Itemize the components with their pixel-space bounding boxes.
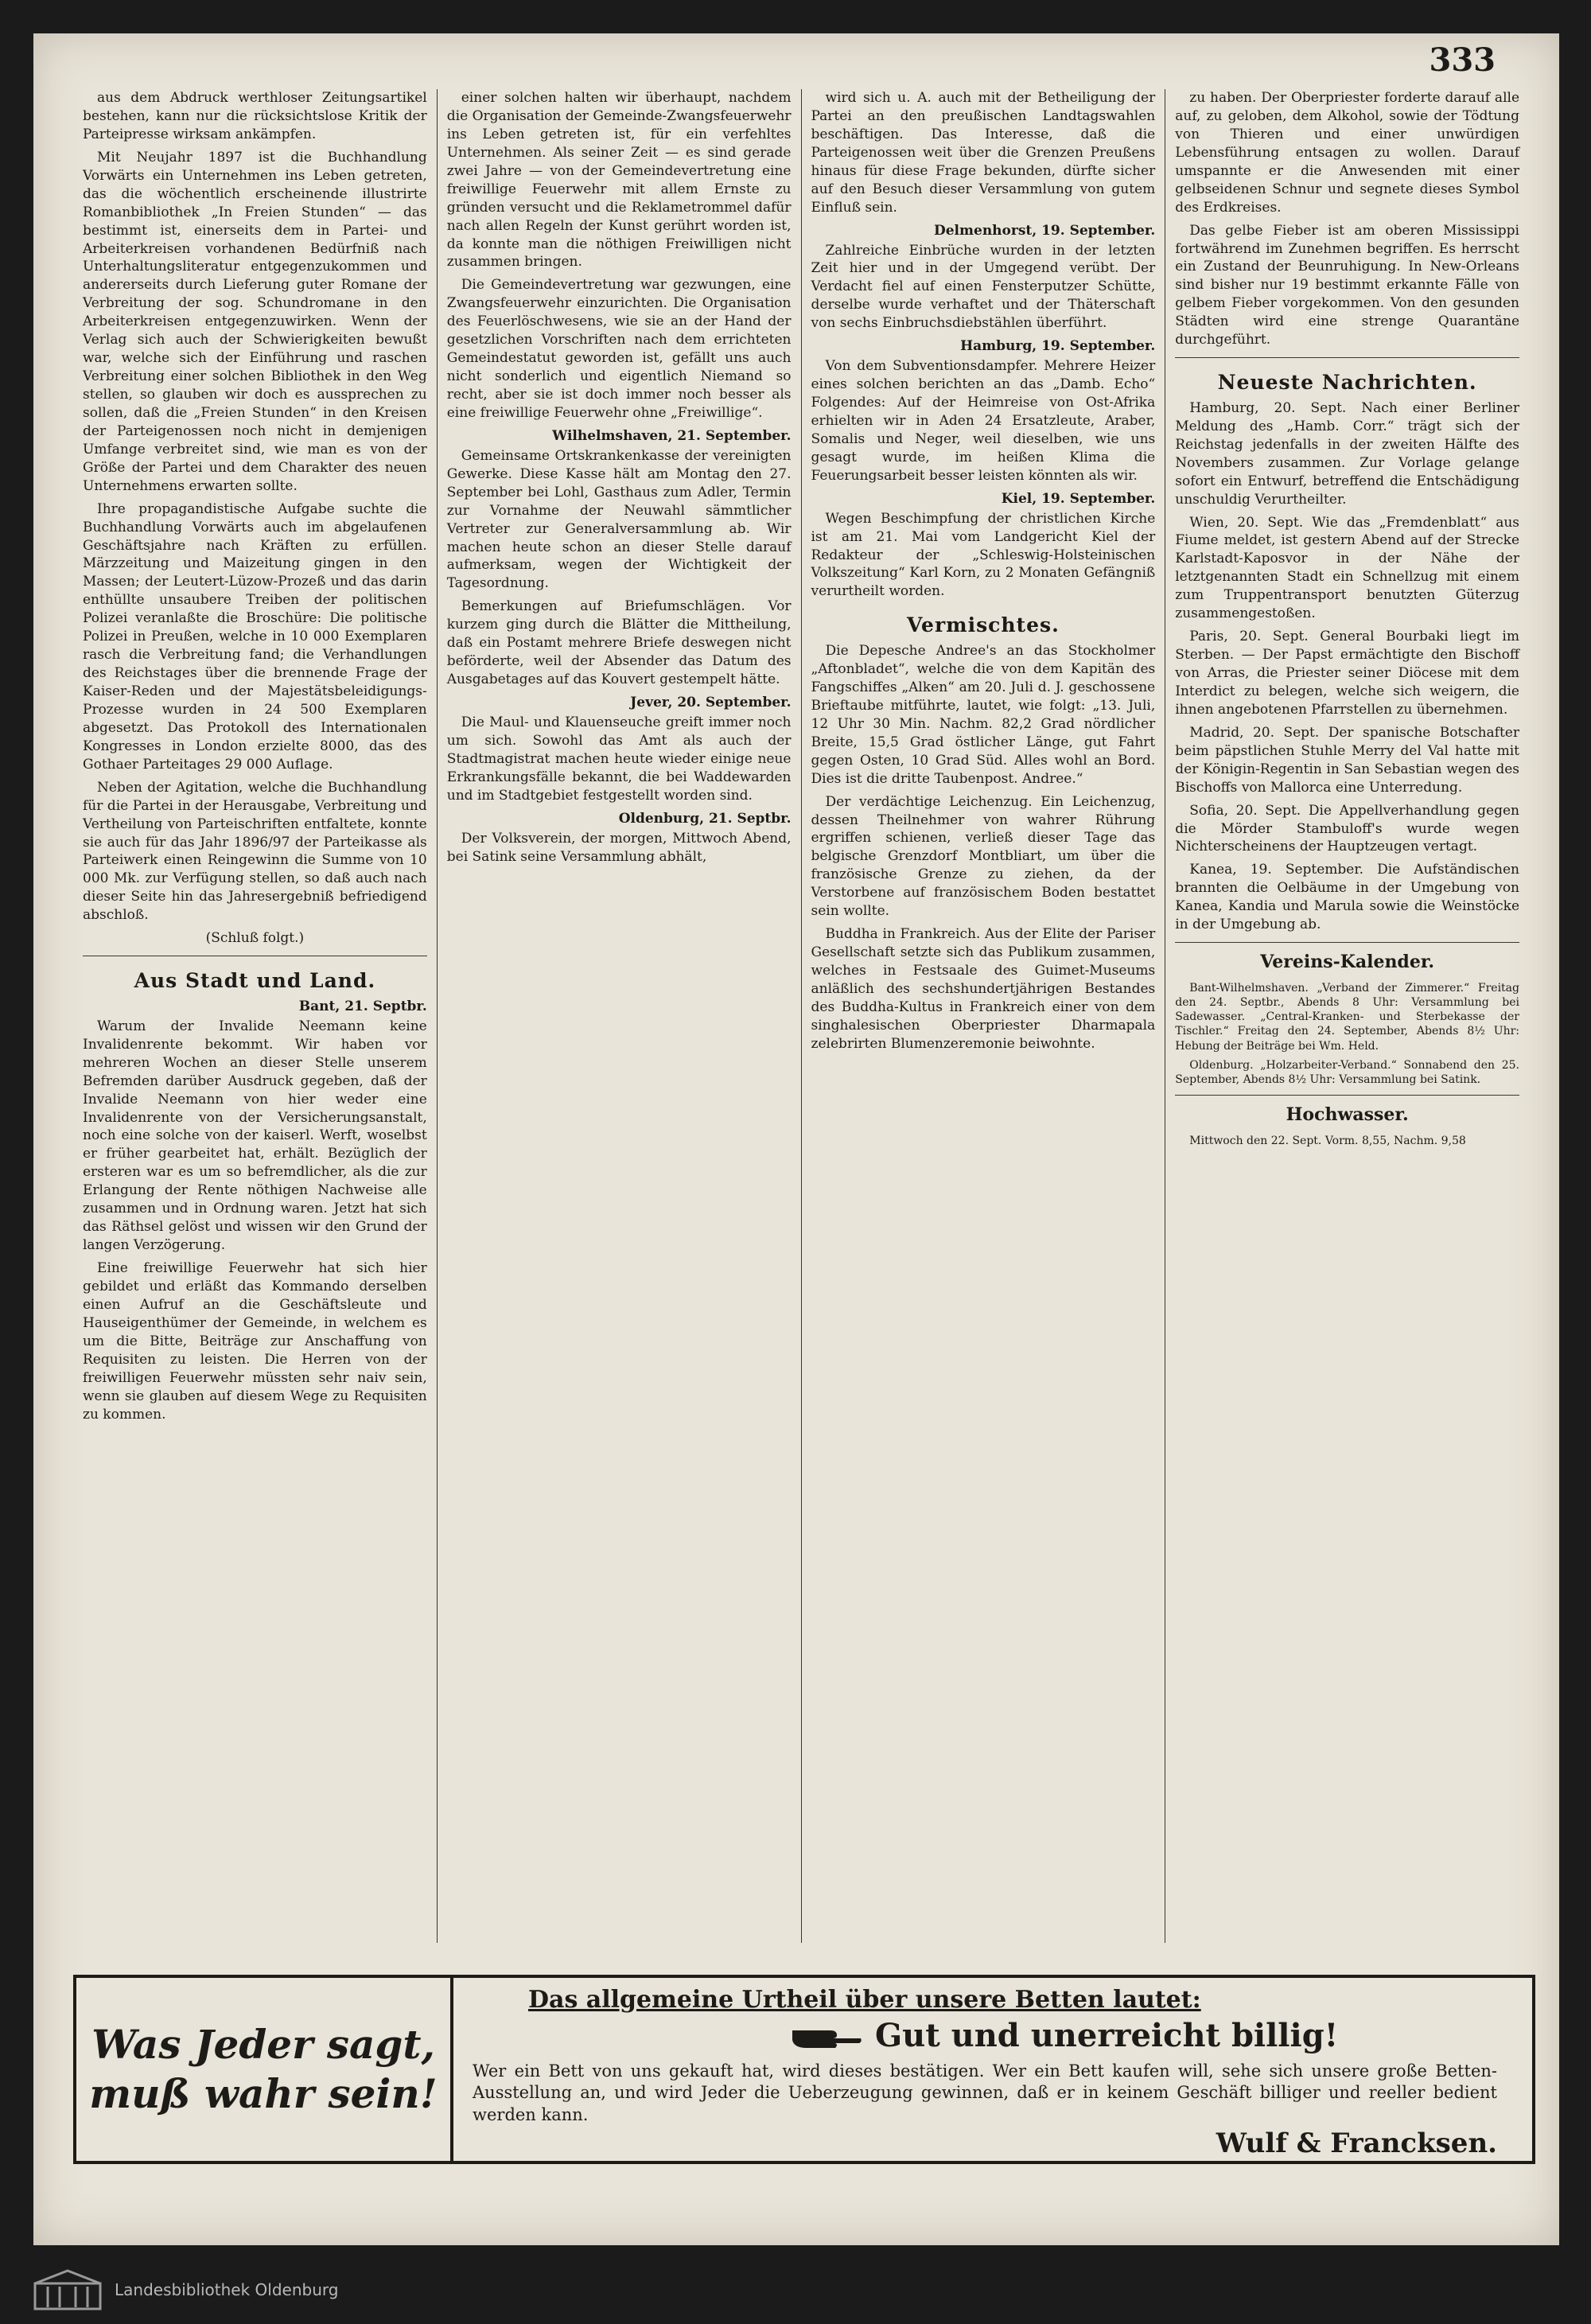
- column-2: [438, 89, 802, 1943]
- article-paragraph: Gemeinsame Ortskrankenkasse der vereinigten Gewerke. Diese Kasse hält am Montag den 27. September bei Lohl, Gasthaus zum Adler, Termin zur Vornahme der Neuwahl sämmtlicher Vertreter zur Generalversammlung ab. Wir machen heute schon an dieser Stelle darauf aufmerksam, wegen der Wichtigkeit der Tagesordnung.: [446, 447, 792, 592]
- article-paragraph: Neben der Agitation, welche die Buchhandlung für die Partei in der Herausgabe, Verbreitung und Vertheilung von Parteischriften entfaltete, konnte sie auch für das Jahr 1896/97 der Parteikasse als Parteiwerk einen Reingewinn die Summe von 10 000 Mk. zur Verfügung stellen, so daß auch nach dieser Seite hin das Jahresergebniß befriedigend abschloß.: [83, 779, 427, 924]
- ad-left-line-2: muß wahr sein!: [89, 2070, 438, 2117]
- article-paragraph: Hamburg, 20. Sept. Nach einer Berliner Meldung des „Hamb. Corr.“ trägt sich der Reichstag jedenfalls in der zweiten Hälfte des Novembers zusammen. Zur Vorlage gelange sofort ein Entwurf, betreffend die Entschädigung unschuldig Verurtheilter.: [1175, 399, 1519, 508]
- article-paragraph: Zahlreiche Einbrüche wurden in der letzten Zeit hier und in der Umgegend verübt. Der Verdacht fiel auf einen Fensterputzer Schütte, derselbe wurde verhaftet und der Thäterschaft von sechs Einbruchsdiebstählen überführt.: [811, 242, 1156, 332]
- dateline: Delmenhorst, 19. September.: [934, 222, 1156, 239]
- box-title: Vereins-Kalender.: [1260, 952, 1435, 973]
- article-paragraph: Kanea, 19. September. Die Aufständischen brannten die Oelbäume in der Umgebung von Kanea, Kandia und Marula sowie die Weinstöcke in der Umgebung ab.: [1175, 862, 1519, 933]
- article-paragraph: Das gelbe Fieber ist am oberen Mississippi fortwährend im Zunehmen begriffen. Es herrscht ein Zustand der Beunruhigung. In New-Orleans sind bisher nur 19 bestimmt erkannte Fälle von gelbem Fieber vorgekommen. Von den gesunden Städten wird eine strenge Quarantäne durchgeführt.: [1175, 222, 1519, 348]
- continuation-note: (Schluß folgt.): [205, 930, 305, 947]
- section-heading: Aus Stadt und Land.: [134, 969, 376, 993]
- article-paragraph: Mit Neujahr 1897 ist die Buchhandlung Vorwärts ein Unternehmen ins Leben getreten, das die wöchentlich erscheinende illustrirte Romanbibliothek „In Freien Stunden“ — das bestimmt ist, einerseits dem in Partei- und Arbeiterkreisen vorhandenen Bedürfniß nach Unterhaltungsliteratur entgegenzukommen und andererseits durch Lieferung guter Romane der Verbreitung der sog. Schundromane in den Arbeiterkreisen entgegenzuwirken. Wenn der Verlag sich auch der Schwierigkeiten bewußt war, welche sich der Einführung und raschen Verbreitung einer solchen Bibliothek in den Weg stellen, so glauben wir doch es aussprechen zu sollen, daß die „Freien Stunden“ in den Kreisen der Parteigenossen noch nicht in demjenigen Umfange verbreitet sind, wie man es von der Größe der Partei und dem Charakter des neuen Unternehmens erwarten sollte.: [83, 149, 427, 494]
- advertisement: [73, 1975, 1535, 2164]
- article-columns: [73, 89, 1529, 1943]
- section-heading: Neueste Nachrichten.: [1217, 371, 1477, 395]
- library-label: Landesbibliothek Oldenburg: [115, 2280, 339, 2299]
- ad-headline: Das allgemeine Urtheil über unsere Betten lautet:: [528, 1986, 1201, 2014]
- section-heading: Vermischtes.: [906, 613, 1060, 637]
- dateline: Oldenburg, 21. Septbr.: [618, 810, 792, 827]
- article-paragraph: einer solchen halten wir überhaupt, nachdem die Organisation der Gemeinde-Zwangsfeuerwehr ins Leben getreten ist, für ein verfehltes Unternehmen. Als seiner Zeit — es sind gerade zwei Jahre — von der Gemeindevertretung eine freiwillige Feuerwehr mit allem Ernste zu gründen versucht und die Reklametrommel dafür nach allen Regeln der Kunst gerührt worden ist, da konnte man die nöthigen Freiwilligen nicht zusammen bringen.: [446, 90, 792, 271]
- article-paragraph: Bemerkungen auf Briefumschlägen. Vor kurzem ging durch die Blätter die Mittheilung, daß ein Postamt mehrere Briefe deswegen nicht beförderte, weil der Absender das Datum des Ausgabetages auf das Kouvert gestempelt hätte.: [446, 598, 792, 688]
- ad-right-panel: [453, 1978, 1532, 2161]
- notice-text: Bant-Wilhelmshaven. „Verband der Zimmerer.“ Freitag den 24. Septbr., Abends 8 Uhr: Versammlung bei Sadewasser. „Central-Kranken- und Sterbekasse der Tischler.“ Freitag den 24. September, Abends 8½ Uhr: Hebung der Beiträge bei Wm. Held.: [1175, 981, 1519, 1053]
- ad-signature: Wulf & Francksen.: [1216, 2127, 1497, 2159]
- dateline: Bant, 21. Septbr.: [298, 998, 427, 1014]
- dateline: Jever, 20. September.: [630, 695, 792, 710]
- ad-slogan-row: [791, 2017, 1513, 2054]
- article-paragraph: zu haben. Der Oberpriester forderte darauf alle auf, zu geloben, dem Alkohol, sowie der Tödtung von Thieren und einer unwürdigen Lebensführung entsagen zu wollen. Darauf umspannte er die Anwesenden mit einer gelbseidenen Schnur und segnete dieses Symbol des Erdkreises.: [1175, 90, 1519, 216]
- article-paragraph: wird sich u. A. auch mit der Betheiligung der Partei an den preußischen Landtagswahlen beschäftigen. Das Interesse, daß die Parteigenossen weit über die Grenzen Preußens hinaus für diese Frage bekunden, dürfte sicher auf den Besuch dieser Versammlung von gutem Einfluß sein.: [811, 90, 1156, 216]
- library-footer: [0, 2256, 1591, 2324]
- column-3: [802, 89, 1166, 1943]
- newspaper-page: [33, 33, 1559, 2245]
- article-paragraph: Die Gemeindevertretung war gezwungen, eine Zwangsfeuerwehr einzurichten. Die Organisation des Feuerlöschwesens, wie sie an der Hand der gesetzlichen Vorschriften nach dem errichteten Gemeindestatut geworden ist, gefällt uns auch nicht sonderlich und eigentlich Niemand so recht, aber sie ist doch immer noch besser als eine freiwillige Feuerwehr ohne „Freiwillige“.: [446, 277, 792, 421]
- article-paragraph: Die Depesche Andree's an das Stockholmer „Aftonbladet“, welche die von dem Kapitän des Fangschiffes „Alken“ am 20. Juli d. J. geschossene Brieftaube mitführte, lautet, wie folgt: „13. Juli, 12 Uhr 30 Min. Nachm. 82,2 Grad nördlicher Breite, 15,5 Grad östlicher Länge, gut Fahrt gegen Osten, 10 Grad Süd. Alles wohl an Bord. Dies ist die dritte Taubenpost. Andree.“: [811, 643, 1156, 787]
- article-paragraph: Sofia, 20. Sept. Die Appellverhandlung gegen die Mörder Stambuloff's wurde wegen Nichterscheinens der Hauptzeugen vertagt.: [1175, 802, 1519, 855]
- article-paragraph: Warum der Invalide Neemann keine Invalidenrente bekommt. Wir haben vor mehreren Wochen an dieser Stelle unserem Befremden darüber Ausdruck gegeben, daß der Invalide Neemann von hier weder eine Invalidenrente von der Versicherungsanstalt, noch eine solche von der kaiserl. Werft, woselbst er früher gearbeitet hat, erhält. Bezüglich der ersteren war es um so befremdlicher, als die zur Erlangung der Rente nöthigen Nachweise alle zusammen und in Ordnung waren. Jetzt hat sich das Räthsel gelöst und wissen wir den Grund der langen Verzögerung.: [83, 1018, 427, 1254]
- article-paragraph: Von dem Subventionsdampfer. Mehrere Heizer eines solchen berichten an das „Damb. Echo“ Folgendes: Auf der Heimreise von Ost-Afrika erhielten wir in Aden 24 Ersatzleute, Araber, Somalis und Neger, weil dieselben, wie uns gesagt wurde, im heißen Klima die Feuerungsarbeit besser leisten könnten als wir.: [811, 358, 1156, 484]
- notice-text: Mittwoch den 22. Sept. Vorm. 8,55, Nachm. 9,58: [1189, 1134, 1466, 1147]
- article-paragraph: Der verdächtige Leichenzug. Ein Leichenzug, dessen Theilnehmer von wahrer Rührung ergriffen schienen, verließ dieser Tage das belgische Grenzdorf Montbliart, um über die französische Grenze zu ziehen, da der Verstorbene auf französischem Boden bestattet sein wollte.: [811, 793, 1156, 920]
- article-paragraph: Die Maul- und Klauenseuche greift immer noch um sich. Sowohl das Amt als auch der Stadtmagistrat machen heute wieder einige neue Erkrankungsfälle bekannt, die bei Waddewarden und im Stadtgebiet festgestellt worden sind.: [446, 714, 792, 804]
- article-paragraph: aus dem Abdruck werthloser Zeitungsartikel bestehen, kann nur die rücksichtslose Kritik der Parteipresse wirksam ankämpfen.: [83, 90, 427, 142]
- column-divider: [1175, 1095, 1519, 1096]
- page-number: 333: [1429, 41, 1496, 79]
- article-paragraph: Ihre propagandistische Aufgabe suchte die Buchhandlung Vorwärts auch im abgelaufenen Geschäftsjahre nach Kräften zu erfüllen. Märzzeitung und Maizeitung gingen in den Massen; der Leutert-Lüzow-Prozeß und das darin enthüllte unsaubere Treiben der politischen Polizei veranlaßte die Broschüre: Die politische Polizei in Preußen, welche in 10 000 Exemplaren rasch die Verbreitung fand; die Verhandlungen des Reichstages über die brennende Frage der Kaiser-Reden und der Majestätsbeleidigungs-Prozesse wurden in 24 500 Exemplaren abgesetzt. Das Protokoll des Internationalen Kongresses in London erzielte 8000, das des Gothaer Parteitages 29 000 Auflage.: [83, 500, 427, 773]
- ad-left-line-1: Was Jeder sagt,: [91, 2020, 435, 2068]
- ad-body: Wer ein Bett von uns gekauft hat, wird dieses bestätigen. Wer ein Bett kaufen will, sehe sich unsere große Betten-Ausstellung an, und wird Jeder die Ueberzeugung gewinnen, daß er in keinem Geschäft billiger und reeller bedient werden kann.: [473, 2061, 1497, 2124]
- article-paragraph: Eine freiwillige Feuerwehr hat sich hier gebildet und erläßt das Kommando derselben einen Aufruf an die Geschäftsleute und Hauseigenthümer der Gemeinde, in welchem es um die Bitte, Beiträge zur Anschaffung von Requisiten zu leisten. Die Herren von der freiwilligen Feuerwehr müssten sehr naiv sein, wenn sie glauben auf diesem Wege zu Requisiten zu kommen.: [83, 1260, 427, 1423]
- article-paragraph: Buddha in Frankreich. Aus der Elite der Pariser Gesellschaft setzte sich das Publikum zusammen, welches in Festsaale des Guimet-Museums anläßlich des sechshundertjährigen Bestandes des Buddha-Kultus in Frankreich einer von dem singhalesischen Oberpriester Dharmapala zelebrirten Blumenzeremonie beiwohnte.: [811, 926, 1156, 1052]
- dateline: Wilhelmshaven, 21. September.: [552, 427, 792, 444]
- article-paragraph: Paris, 20. Sept. General Bourbaki liegt im Sterben. — Der Papst ermächtigte den Bischoff von Arras, die Priester seiner Diöcese mit dem Interdict zu belegen, welche sich weigern, die ihnen angebotenen Pfarrstellen zu übernehmen.: [1175, 629, 1519, 718]
- article-paragraph: Wien, 20. Sept. Wie das „Fremdenblatt“ aus Fiume meldet, ist gestern Abend auf der Strecke Karlstadt-Kaposvor in der Nähe der letztgenannten Stadt ein Schnellzug mit einem zum Truppentransport benutzten Güterzug zusammengestoßen.: [1175, 514, 1519, 622]
- column-4: [1165, 89, 1529, 1943]
- column-divider: [1175, 357, 1519, 358]
- pointing-hand-icon: [791, 2022, 862, 2050]
- article-paragraph: Der Volksverein, der morgen, Mittwoch Abend, bei Satink seine Versammlung abhält,: [446, 830, 792, 865]
- column-1: [73, 89, 438, 1943]
- dateline: Kiel, 19. September.: [1001, 490, 1156, 507]
- dateline: Hamburg, 19. September.: [960, 338, 1156, 355]
- column-divider: [1175, 942, 1519, 943]
- box-title: Hochwasser.: [1286, 1104, 1409, 1126]
- article-paragraph: Wegen Beschimpfung der christlichen Kirche ist am 21. Mai vom Landgericht Kiel der Redakteur der „Schleswig-Holsteinischen Volkszeitung“ Karl Korn, zu 2 Monaten Gefängniß verurtheilt worden.: [811, 510, 1156, 600]
- notice-text: Oldenburg. „Holzarbeiter-Verband.“ Sonnabend den 25. September, Abends 8½ Uhr: Versammlung bei Satink.: [1175, 1058, 1519, 1086]
- article-paragraph: Madrid, 20. Sept. Der spanische Botschafter beim päpstlichen Stuhle Merry del Val hatte mit der Königin-Regentin in San Sebastian wegen des Bischoffs von Mallorca eine Unterredung.: [1175, 724, 1519, 796]
- ad-left-panel: [76, 1978, 453, 2161]
- ad-slogan: Gut und unerreicht billig!: [875, 2017, 1339, 2054]
- library-building-icon: [32, 2268, 103, 2312]
